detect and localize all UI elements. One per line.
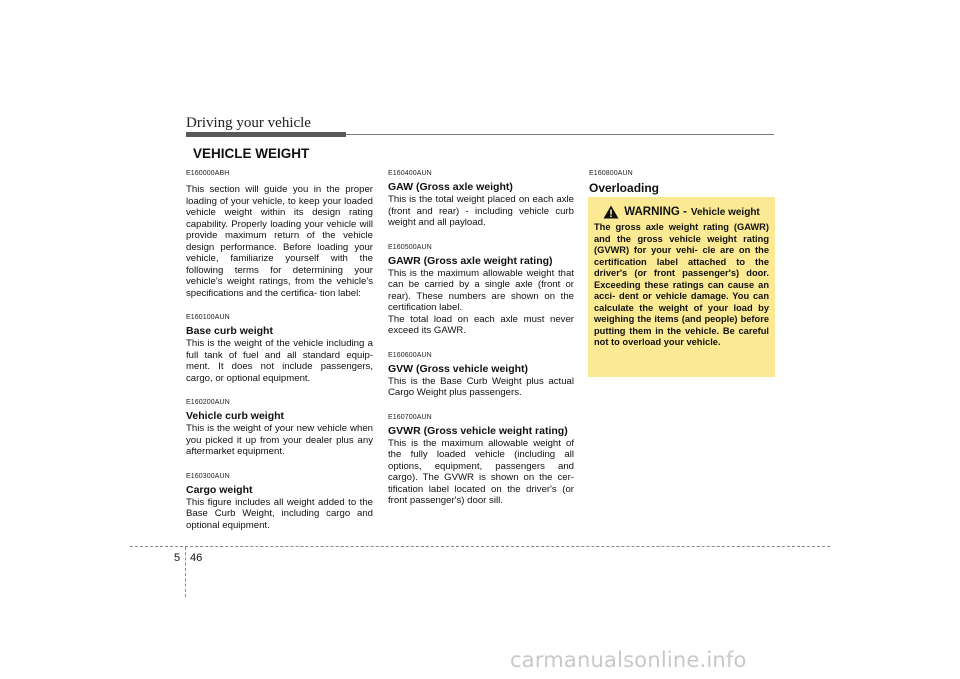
warning-header — [594, 205, 769, 219]
overloading-heading: Overloading — [589, 181, 660, 195]
term-heading: Vehicle curb weight — [186, 410, 285, 422]
term-heading: GVWR (Gross vehicle weight rating) — [388, 424, 568, 437]
section-title: VEHICLE WEIGHT — [193, 146, 310, 161]
watermark: carmanualsonline.info — [510, 648, 747, 672]
term-definition: This is the maximum allowable weight that can be carried by a single axle (front or rear). These numbers are shown on the certification label. The total load on each axle must never exceed its GAWR. — [388, 267, 574, 336]
term-heading: GAWR (Gross axle weight rating) — [388, 254, 553, 267]
warning-label: WARNING - — [624, 206, 687, 218]
term-heading: GVW (Gross vehicle weight) — [388, 362, 529, 375]
warning-text: The gross axle weight rating (GAWR) and the gross vehicle weight rating (GVWR) for your vehi- cle are on the certification label attached to the driver's (or front passenger's) door. Exceeding these ratings can cause an acci- dent or vehicle damage. You can calculate the weight of your load by weighing the items (and people) before putting them in the vehicle. Be careful not to overload your vehicle. — [594, 222, 769, 347]
header-rule — [346, 134, 774, 135]
reference-code: E160200AUN — [186, 399, 230, 406]
chapter-title: Driving your vehicle — [186, 115, 311, 131]
chapter-number: 5 — [174, 552, 181, 564]
reference-code: E160600AUN — [388, 351, 432, 359]
warning-triangle-icon — [603, 205, 619, 219]
column-1 — [186, 169, 373, 531]
term-heading: Cargo weight — [186, 483, 253, 496]
footer-divider — [130, 546, 830, 547]
warning-subject: Vehicle weight — [690, 206, 760, 218]
reference-code: E160400AUN — [388, 170, 432, 177]
reference-code: E160300AUN — [186, 472, 230, 480]
term-definition: This is the total weight placed on each axle (front and rear) - including vehicle curb weight and all payload. — [388, 194, 574, 228]
page-number: 46 — [190, 552, 203, 564]
reference-code: E160100AUN — [186, 314, 230, 321]
term-definition: This figure includes all weight added to the Base Curb Weight, including cargo and optional equipment. — [186, 496, 373, 531]
reference-code: E160700AUN — [388, 413, 432, 421]
term-definition: This is the weight of your new vehicle when you picked it up from your dealer plus any aftermarket equipment. — [186, 423, 373, 457]
reference-code: E160800AUN — [589, 170, 633, 177]
column-2 — [388, 169, 574, 507]
reference-code: E160000ABH — [186, 170, 230, 177]
term-heading: Base curb weight — [186, 325, 273, 337]
footer-vertical-divider — [185, 547, 186, 597]
intro-paragraph: This section will guide you in the proper loading of your vehicle, to keep your loaded vehicle weight within its design rating capability. Properly loading your vehicle will provide maximum return of the vehicle design performance. Before loading your vehicle, familiarize yourself with the following terms for determining your vehicle's weight ratings, from the vehicle's specifications and the certifica- tion label: — [186, 184, 373, 299]
header-bar — [186, 132, 346, 137]
warning-box — [588, 197, 775, 377]
term-heading: GAW (Gross axle weight) — [388, 181, 513, 193]
column-3 — [589, 169, 775, 195]
reference-code: E160500AUN — [388, 243, 432, 251]
term-definition: This is the Base Curb Weight plus actual Cargo Weight plus passengers. — [388, 375, 574, 398]
term-definition: This is the maximum allowable weight of the fully loaded vehicle (including all options, equipment, passengers and cargo). The GVWR is shown on the cer- tification label located on the driver's (or front passenger's) door sill. — [388, 437, 574, 506]
term-definition: This is the weight of the vehicle including a full tank of fuel and all standard equip- ment. It does not include passengers, cargo, or optional equipment. — [186, 338, 373, 384]
